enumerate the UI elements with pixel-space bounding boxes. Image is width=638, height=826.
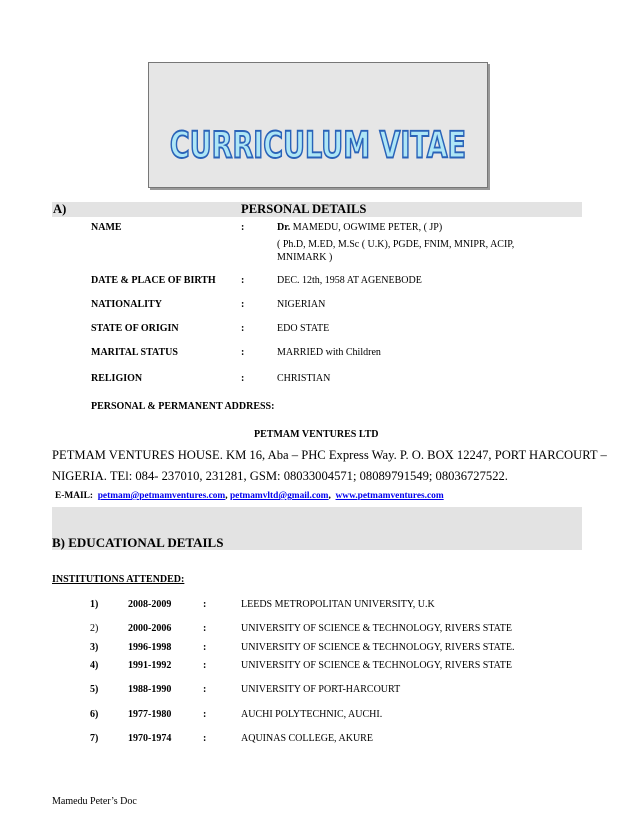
state-label: STATE OF ORIGIN <box>91 323 179 334</box>
education-colon: : <box>203 599 207 610</box>
education-institution: AQUINAS COLLEGE, AKURE <box>241 733 373 744</box>
education-years: 1988-1990 <box>128 684 172 695</box>
qualifications-line-1: ( Ph.D, M.ED, M.Sc ( U.K), PGDE, FNIM, MNIPR, ACIP, <box>277 239 515 250</box>
dob-label: DATE & PLACE OF BIRTH <box>91 275 216 286</box>
education-num: 1) <box>90 599 99 610</box>
education-institution: UNIVERSITY OF SCIENCE & TECHNOLOGY, RIVERS STATE <box>241 623 512 634</box>
education-years: 2000-2006 <box>128 623 172 634</box>
name-text: MAMEDU, OGWIME PETER, ( JP) <box>292 222 443 233</box>
company-name: PETMAM VENTURES LTD <box>254 429 379 440</box>
footer-text: Mamedu Peter’s Doc <box>52 796 137 807</box>
education-colon: : <box>203 642 207 653</box>
section-a-title: PERSONAL DETAILS <box>241 202 367 216</box>
nationality-colon: : <box>241 299 245 310</box>
address-line-1: PETMAM VENTURES HOUSE. KM 16, Aba – PHC Express Way. P. O. BOX 12247, PORT HARCOURT – <box>52 448 607 462</box>
email-line <box>55 491 444 501</box>
email-sep-2: , <box>328 491 331 501</box>
education-num: 7) <box>90 733 99 744</box>
education-num: 6) <box>90 709 99 720</box>
education-years: 1991-1992 <box>128 660 172 671</box>
email-link-1[interactable]: petmam@petmamventures.com <box>97 491 226 501</box>
email-sep-1: , <box>225 491 228 501</box>
dob-value: DEC. 12th, 1958 AT AGENEBODE <box>277 275 422 286</box>
nationality-label: NATIONALITY <box>91 299 162 310</box>
banner-title: CURRICULUM VITAE <box>169 125 467 167</box>
education-colon: : <box>203 709 207 720</box>
email-label: E-MAIL: <box>55 491 94 501</box>
institutions-label: INSTITUTIONS ATTENDED: <box>52 574 185 585</box>
education-institution: LEEDS METROPOLITAN UNIVERSITY, U.K <box>241 599 435 610</box>
education-years: 2008-2009 <box>128 599 172 610</box>
education-institution: UNIVERSITY OF SCIENCE & TECHNOLOGY, RIVERS STATE <box>241 660 512 671</box>
education-colon: : <box>203 684 207 695</box>
education-colon: : <box>203 660 207 671</box>
religion-label: RELIGION <box>91 373 143 384</box>
section-a-letter: A) <box>53 202 67 216</box>
marital-colon: : <box>241 347 245 358</box>
education-num: 2) <box>90 623 99 634</box>
dob-colon: : <box>241 275 245 286</box>
education-years: 1970-1974 <box>128 733 172 744</box>
name-colon: : <box>241 222 245 233</box>
education-num: 3) <box>90 642 99 653</box>
nationality-value: NIGERIAN <box>277 299 326 310</box>
title-banner <box>148 62 488 188</box>
state-value: EDO STATE <box>277 323 330 334</box>
marital-value: MARRIED with Children <box>277 347 381 358</box>
religion-value: CHRISTIAN <box>277 373 331 384</box>
name-value <box>277 222 442 233</box>
name-prefix: Dr. <box>277 222 291 233</box>
education-colon: : <box>203 623 207 634</box>
education-institution: UNIVERSITY OF SCIENCE & TECHNOLOGY, RIVERS STATE. <box>241 642 515 653</box>
education-years: 1977-1980 <box>128 709 172 720</box>
qualifications-line-2: MNIMARK ) <box>277 252 333 263</box>
education-num: 5) <box>90 684 99 695</box>
education-colon: : <box>203 733 207 744</box>
education-institution: AUCHI POLYTECHNIC, AUCHI. <box>241 709 383 720</box>
address-label: PERSONAL & PERMANENT ADDRESS: <box>91 401 275 412</box>
marital-label: MARITAL STATUS <box>91 347 178 358</box>
education-institution: UNIVERSITY OF PORT-HARCOURT <box>241 684 401 695</box>
name-label: NAME <box>91 222 122 233</box>
email-link-2[interactable]: petmamvltd@gmail.com <box>229 491 329 501</box>
website-link[interactable]: www.petmamventures.com <box>335 491 444 501</box>
section-b-title: B) EDUCATIONAL DETAILS <box>52 535 224 550</box>
address-line-2: NIGERIA. TEl: 084- 237010, 231281, GSM: 08033004571; 08089791549; 08036727522. <box>52 469 508 483</box>
education-years: 1996-1998 <box>128 642 172 653</box>
education-num: 4) <box>90 660 99 671</box>
state-colon: : <box>241 323 245 334</box>
religion-colon: : <box>241 373 245 384</box>
